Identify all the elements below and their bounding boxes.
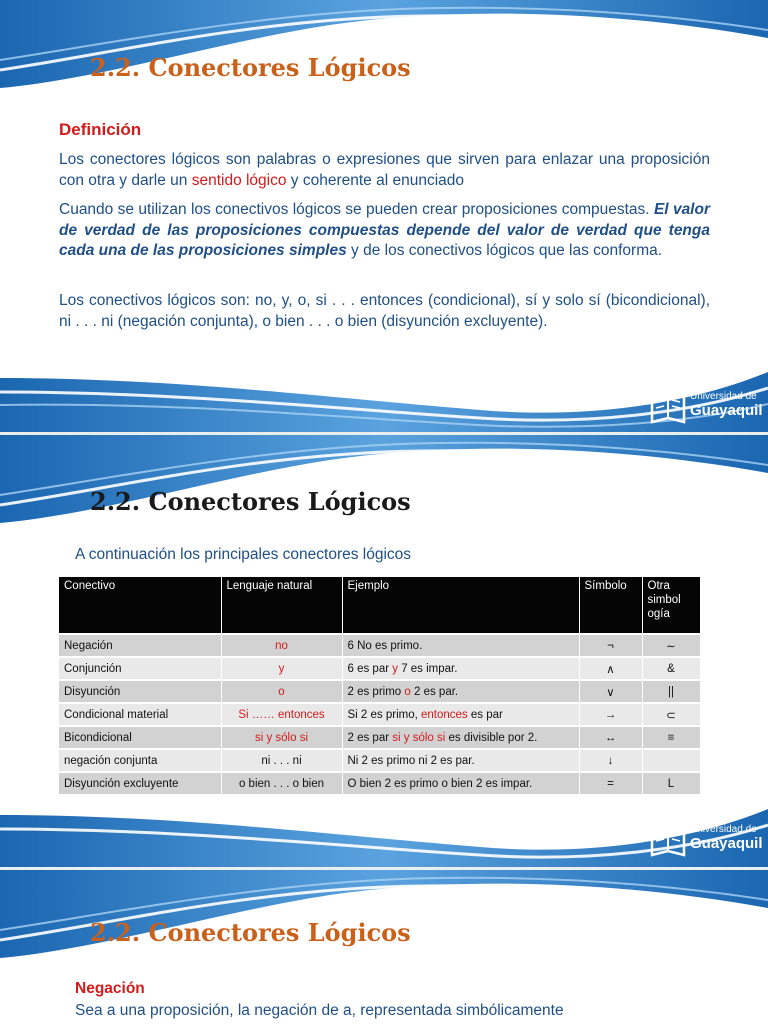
cell-lenguaje-natural: o bien . . . o bien	[221, 772, 342, 794]
university-logo	[648, 382, 763, 432]
cell-otra-simbologia: ≡	[642, 726, 700, 749]
cell-lenguaje-natural: o	[221, 680, 342, 703]
ejemplo-text: 2 es par.	[410, 685, 459, 698]
compound-text-end: y de los conectivos lógicos que las conforma.	[346, 242, 663, 259]
cell-simbolo: ∨	[579, 680, 642, 703]
negacion-text: Sea a una proposición, la negación de a, representada simbólicamente	[75, 1002, 564, 1019]
header-simbolo: Símbolo	[579, 577, 642, 634]
slide-title: 2.2. Conectores Lógicos	[90, 53, 411, 82]
definition-highlight: sentido lógico	[191, 171, 287, 189]
header-conectivo: Conectivo	[59, 577, 221, 634]
cell-lenguaje-natural: ni . . . ni	[221, 749, 342, 772]
university-crest-icon	[648, 815, 688, 859]
university-logo	[648, 815, 763, 865]
compound-emphasis: El valor de verdad de las proposiciones compuestas depende del valor de verdad que tenga cada una de las proposiciones simples	[59, 201, 710, 259]
cell-otra-simbologia: L	[642, 772, 700, 794]
cell-lenguaje-natural: si y sólo si	[221, 726, 342, 749]
ejemplo-text: Si 2 es primo,	[347, 708, 421, 721]
table-row	[59, 634, 700, 657]
ejemplo-text: 6 No es primo.	[347, 639, 423, 652]
cell-otra-simbologia: ∼	[642, 634, 700, 657]
cell-otra-simbologia	[642, 749, 700, 772]
definition-text: Los conectores lógicos son palabras o expresiones que sirven para enlazar una proposición con otra y darle un	[59, 151, 710, 189]
cell-conectivo: Condicional material	[59, 703, 221, 726]
cell-simbolo: →	[579, 703, 642, 726]
compound-text: Cuando se utilizan los conectivos lógicos se pueden crear proposiciones compuestas.	[59, 201, 654, 218]
ejemplo-text: 6 es par	[347, 662, 393, 675]
cell-conectivo: Conjunción	[59, 657, 221, 680]
ejemplo-text: O bien 2 es primo o bien 2 es impar.	[347, 777, 533, 790]
table-header-row	[59, 577, 700, 634]
university-crest-icon	[648, 382, 688, 426]
connectors-table	[59, 577, 701, 794]
connectives-paragraph: Los conectivos lógicos son: no, y, o, si . . . entonces (condicional), sí y solo sí (bicondicional), ni . . . ni (negación conjunta), o bien . . . o bien (disyunción excluyente).	[59, 292, 710, 330]
cell-lenguaje-natural: Si …… entonces	[221, 703, 342, 726]
slide-negacion	[0, 870, 768, 1024]
cell-ejemplo	[342, 726, 579, 749]
definition-text-end: y coherente al enunciado	[286, 171, 465, 189]
definition-heading: Definición	[59, 120, 142, 139]
definition-paragraph	[59, 150, 710, 191]
cell-ejemplo	[342, 772, 579, 794]
cell-ejemplo	[342, 703, 579, 726]
table-intro: A continuación los principales conectores lógicos	[75, 546, 412, 563]
logo-line-2: Guayaquil	[690, 402, 763, 419]
header-otra-simbologia: Otra simbol ogía	[642, 577, 700, 634]
slide-title: 2.2. Conectores Lógicos	[90, 918, 411, 947]
ejemplo-connector: o	[404, 685, 411, 698]
cell-otra-simbologia: ⊂	[642, 703, 700, 726]
cell-lenguaje-natural: no	[221, 634, 342, 657]
cell-simbolo: =	[579, 772, 642, 794]
cell-simbolo: ¬	[579, 634, 642, 657]
cell-lenguaje-natural: y	[221, 657, 342, 680]
cell-conectivo: Bicondicional	[59, 726, 221, 749]
table-row	[59, 657, 700, 680]
cell-simbolo: ↓	[579, 749, 642, 772]
header-lenguaje-natural: Lenguaje natural	[221, 577, 342, 634]
table-row	[59, 772, 700, 794]
cell-ejemplo	[342, 749, 579, 772]
cell-otra-simbologia: ||	[642, 680, 700, 703]
ejemplo-connector: si y sólo si	[392, 731, 446, 744]
cell-conectivo: Negación	[59, 634, 221, 657]
header-ejemplo: Ejemplo	[342, 577, 579, 634]
table-row	[59, 726, 700, 749]
ejemplo-connector: entonces	[421, 708, 468, 721]
ejemplo-connector: y	[392, 662, 398, 675]
table-row	[59, 680, 700, 703]
table-body	[59, 634, 700, 794]
cell-conectivo: negación conjunta	[59, 749, 221, 772]
table-row	[59, 703, 700, 726]
logo-line-1: Universidad de	[690, 391, 757, 402]
slide-definicion	[0, 0, 768, 432]
ejemplo-text: es divisible por 2.	[445, 731, 538, 744]
cell-ejemplo	[342, 634, 579, 657]
logo-line-2: Guayaquil	[690, 835, 763, 852]
table-row	[59, 749, 700, 772]
logo-line-1: Universidad de	[690, 824, 757, 835]
compound-paragraph	[59, 200, 710, 262]
negacion-heading: Negación	[75, 980, 145, 997]
cell-otra-simbologia: &	[642, 657, 700, 680]
cell-conectivo: Disyunción excluyente	[59, 772, 221, 794]
cell-ejemplo	[342, 657, 579, 680]
cell-simbolo: ∧	[579, 657, 642, 680]
slide-connectors-table	[0, 435, 768, 867]
cell-conectivo: Disyunción	[59, 680, 221, 703]
ejemplo-text: 2 es primo	[347, 685, 405, 698]
slide-title: 2.2. Conectores Lógicos	[90, 487, 411, 516]
ejemplo-text: 7 es impar.	[398, 662, 458, 675]
ejemplo-text: 2 es par	[347, 731, 393, 744]
ejemplo-text: es par	[467, 708, 503, 721]
slide-background-swoosh	[0, 870, 768, 1024]
cell-simbolo: ↔	[579, 726, 642, 749]
ejemplo-text: Ni 2 es primo ni 2 es par.	[347, 754, 475, 767]
cell-ejemplo	[342, 680, 579, 703]
